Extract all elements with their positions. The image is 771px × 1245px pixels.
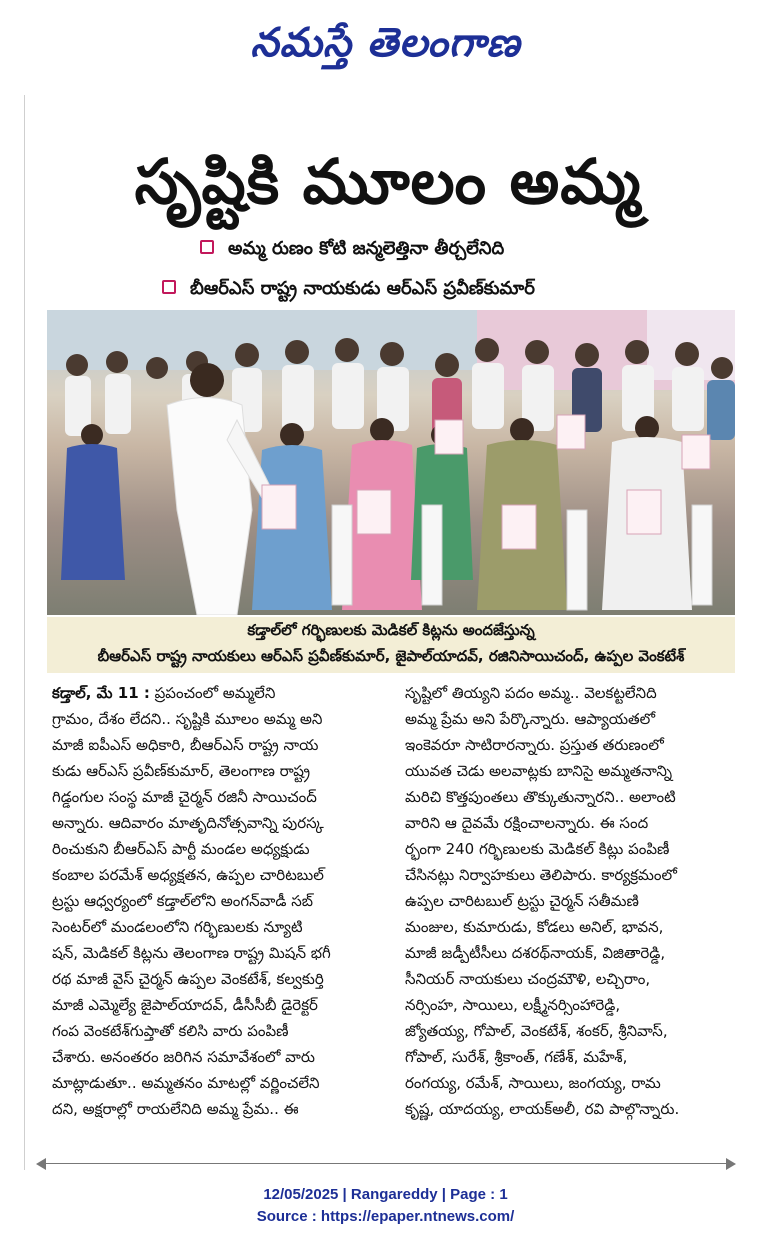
article-line: ఉప్పల చారిటబుల్ ట్రస్టు చైర్మన్ సతీమణి	[405, 892, 639, 910]
square-bullet-icon	[162, 280, 176, 294]
footer-edition-info: 12/05/2025 | Rangareddy | Page : 1	[263, 1186, 508, 1203]
article-line: రించుకుని బీఆర్ఎస్ పార్టీ మండల అధ్యక్షుడు	[52, 840, 310, 858]
article-column-right	[405, 680, 745, 1122]
article-line: మాజీ జడ్పీటీసీలు దశరథ్‌నాయక్, విజితారెడ్డి,	[405, 944, 666, 962]
left-arrow-icon	[36, 1158, 46, 1170]
article-line: ఇంకెవరూ సాటిరారన్నారు. ప్రస్తుత తరుణంలో	[405, 736, 664, 754]
article-line: చేశారు. అనంతరం జరిగిన సమావేశంలో వారు	[52, 1048, 315, 1066]
photo-illustration	[47, 310, 735, 615]
article-line: దని, అక్షరాల్లో రాయలేనిది అమ్మ ప్రేమ.. ఈ	[52, 1100, 299, 1118]
article-line: చేసినట్లు నిర్వాహకులు తెలిపారు. కార్యక్రమంలో	[405, 866, 677, 884]
article-line: గోపాల్, సురేశ్, శ్రీకాంత్, గణేశ్, మహేశ్,	[405, 1048, 628, 1066]
photo-caption	[47, 617, 735, 673]
article-line: యువత చెడు అలవాట్లకు బానిసై అమ్మతనాన్ని	[405, 762, 673, 780]
article-line: సృష్టిలో తియ్యని పదం అమ్మ.. వెలకట్టలేనిది	[405, 684, 657, 702]
article-line: షన్, మెడికల్ కిట్లను తెలంగాణ రాష్ట్ర మిషన్ భగీ	[52, 944, 331, 962]
article-line: మరిచి కొత్తపుంతలు తొక్కుతున్నారని.. అలాంటి	[405, 788, 676, 806]
right-arrow-icon	[726, 1158, 736, 1170]
article-line: కంబాల పరమేశ్ అధ్యక్షతన, ఉప్పల చారిటబుల్	[52, 866, 324, 884]
news-photo	[47, 310, 735, 615]
headline: సృష్టికి మూలం అమ్మ	[134, 145, 642, 218]
article-line: కృష్ణ, యాదయ్య, లాయక్‌అలీ, రవి పాల్గొన్నారు.	[405, 1100, 680, 1118]
article-line: వారిని ఆ దైవమే రక్షించాలన్నారు. ఈ సంద	[405, 814, 649, 832]
page-margin-rule	[24, 95, 25, 1170]
deck-text-2: బీఆర్ఎస్ రాష్ట్ర నాయకుడు ఆర్ఎస్ ప్రవీణ్‌కుమార్	[190, 278, 535, 299]
article-line: సెంటర్‌లో మండలంలోని గర్భిణులకు న్యూటి	[52, 918, 303, 936]
deck-text-1: అమ్మ రుణం కోటి జన్మలెత్తినా తీర్చలేనిది	[228, 238, 505, 259]
bottom-divider	[36, 1158, 736, 1170]
article-line: ర్భంగా 240 గర్భిణులకు మెడికల్ కిట్లు పంపిణీ	[405, 840, 670, 858]
article-line: గిడ్డంగుల సంస్థ మాజీ చైర్మన్ రజినీ సాయిచంద్	[52, 788, 317, 806]
deck-line-2	[162, 276, 742, 302]
article-line: అమ్మ ప్రేమ అని పేర్కొన్నారు. ఆప్యాయతలో	[405, 710, 656, 728]
caption-line-1: కడ్తాల్‌లో గర్భిణులకు మెడికల్ కిట్లను అందజేస్తున్న	[247, 621, 535, 639]
masthead	[0, 8, 771, 78]
article-line: రంగయ్య, రమేశ్, సాయిలు, జంగయ్య, రామ	[405, 1074, 661, 1092]
article-line: మంజుల, కుమారుడు, కోడలు అనిల్, భావన,	[405, 918, 664, 936]
article-line: మాజీ ఐపీఎస్ అధికారి, బీఆర్ఎస్ రాష్ట్ర నాయ	[52, 736, 319, 754]
article-column-left	[52, 680, 392, 1122]
article-line: కుడు ఆర్ఎస్ ప్రవీణ్‌కుమార్, తెలంగాణ రాష్ట్ర	[52, 762, 311, 780]
article-line: మాజీ ఎమ్మెల్యే జైపాల్‌యాదవ్, డీసీసీబీ డైరెక్టర్	[52, 996, 318, 1014]
footer-source-link[interactable]: Source : https://epaper.ntnews.com/	[256, 1208, 515, 1225]
deck-line-1	[200, 236, 771, 262]
newspaper-title: నమస్తే తెలంగాణ	[250, 19, 521, 66]
article-line: ట్రస్టు ఆధ్వర్యంలో కడ్తాల్‌లోని అంగన్‌వాడీ సబ్	[52, 892, 314, 910]
article-line: గ్రామం, దేశం లేదని.. సృష్టికి మూలం అమ్మ అని	[52, 710, 323, 728]
dateline: కడ్తాల్, మే 11 :	[52, 684, 150, 702]
article-line: సీనియర్ నాయకులు చంద్రమౌళి, లచ్చిరాం,	[405, 970, 651, 988]
article-line: నర్సింహ, సాయిలు, లక్ష్మీనర్సింహారెడ్డి,	[405, 996, 621, 1014]
article-line: రథ మాజీ వైస్ చైర్మన్ ఉప్పల వెంకటేశ్, కల్వకుర్తి	[52, 970, 324, 988]
caption-line-2: బీఆర్ఎస్ రాష్ట్ర నాయకులు ఆర్ఎస్ ప్రవీణ్‌కుమార్, జైపాల్‌యాదవ్, రజినిసాయిచంద్, ఉప్పల వెంకటేశ్	[97, 647, 685, 665]
square-bullet-icon	[200, 240, 214, 254]
article-line: మాట్లాడుతూ.. అమ్మతనం మాటల్లో వర్ణించలేని	[52, 1074, 320, 1092]
divider-rule	[46, 1163, 726, 1164]
article-line: జ్యోతయ్య, గోపాల్, వెంకటేశ్, శంకర్, శ్రీనివాస్,	[405, 1022, 668, 1040]
article-line: కడ్తాల్, మే 11 : ప్రపంచంలో అమ్మలేని	[52, 684, 276, 702]
article-line: గంప వెంకటేశ్‌గుప్తాతో కలిసి వారు పంపిణీ	[52, 1022, 289, 1040]
article-line: అన్నారు. ఆదివారం మాతృదినోత్సవాన్ని పురస్క	[52, 814, 324, 832]
